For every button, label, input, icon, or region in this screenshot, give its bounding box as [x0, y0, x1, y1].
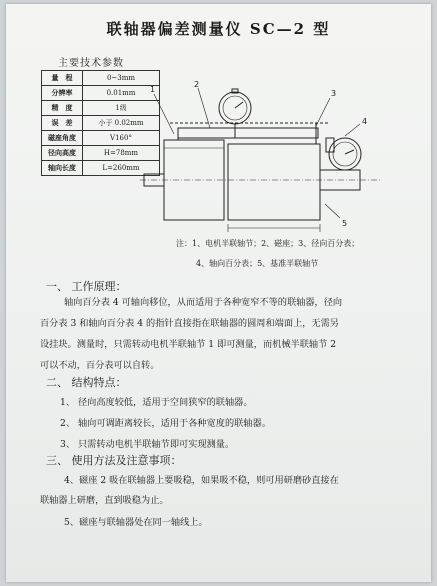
spec-key: 轴向长度 [42, 161, 83, 176]
specs-title: 主要技术参数 [58, 58, 124, 69]
magnetic-seat-arm [178, 128, 318, 138]
principle-line-4: 可以不动，百分表可以自转。 [40, 360, 160, 371]
leader-line [325, 204, 340, 218]
principle-line-3: 设挂块。测量时，只需转动电机半联轴节 1 即可测量，而机械半联轴节 2 [40, 339, 337, 350]
part-label-3: 3 [331, 89, 337, 98]
spec-value: L=260mm [83, 161, 160, 176]
spec-key: 误 差 [42, 116, 83, 131]
part-label-5: 5 [342, 219, 348, 228]
radial-dial-needle [235, 102, 243, 108]
part-label-2: 2 [194, 80, 200, 89]
diagram-caption-line-1: 注：1、电机半联轴节；2、磁座；3、径向百分表； [176, 239, 360, 248]
spec-key: 径向高度 [42, 146, 83, 161]
spec-key: 磁座角度 [42, 131, 83, 146]
feature-item: 1、 径向高度较低，适用于空间狭窄的联轴器。 [60, 397, 253, 408]
section-heading-principle: 一、 工作原理： [46, 280, 127, 293]
leader-line [154, 94, 174, 134]
usage-item-4-line-1: 4、磁座 2 吸在联轴器上要吸稳，如果吸不稳，则可用研磨砂直接在 [64, 475, 339, 486]
part-label-4: 4 [362, 117, 368, 126]
leader-line [198, 88, 210, 128]
principle-line-1: 轴向百分表 4 可轴向移位，从而适用于各种宽窄不等的联轴器，径向 [64, 297, 343, 308]
part-label-1: 1 [150, 85, 156, 94]
usage-item-5: 5、磁座与联轴器处在同一轴线上。 [64, 517, 208, 528]
diagram-caption-line-2: 4、轴向百分表；5、基准半联轴节 [196, 259, 319, 268]
spec-key: 量 程 [42, 71, 83, 86]
spec-value: 小于 0.02mm [83, 116, 160, 131]
document-title: 联轴器偏差测量仪 SC—2 型 [106, 20, 331, 38]
spec-key: 分辨率 [42, 86, 83, 101]
spec-value: V160° [83, 131, 160, 146]
usage-item-4-line-2: 联轴器上研磨，直到吸稳为止。 [40, 495, 169, 506]
feature-item: 3、 只需转动电机半联轴节即可实现测量。 [60, 439, 235, 450]
feature-item: 2、 轴向可调距离较长，适用于各种宽度的联轴器。 [60, 418, 271, 429]
section-heading-features: 二、 结构特点： [46, 376, 127, 389]
spec-value: 0.01mm [83, 86, 160, 101]
axial-dial-needle [345, 150, 354, 154]
spec-key: 精 度 [42, 101, 83, 116]
spec-value: 1级 [83, 101, 160, 116]
leader-line [345, 124, 360, 136]
instrument-diagram [140, 78, 385, 238]
reference-half-coupling [228, 144, 320, 220]
spec-value: H=78mm [83, 146, 160, 161]
leader-line [316, 98, 330, 126]
section-heading-usage: 三、 使用方法及注意事项： [46, 454, 182, 467]
spec-value: 0~3mm [83, 71, 160, 86]
principle-line-2: 百分表 3 和轴向百分表 4 的指针直接指在联轴器的圆周和端面上，无需另 [40, 318, 339, 329]
